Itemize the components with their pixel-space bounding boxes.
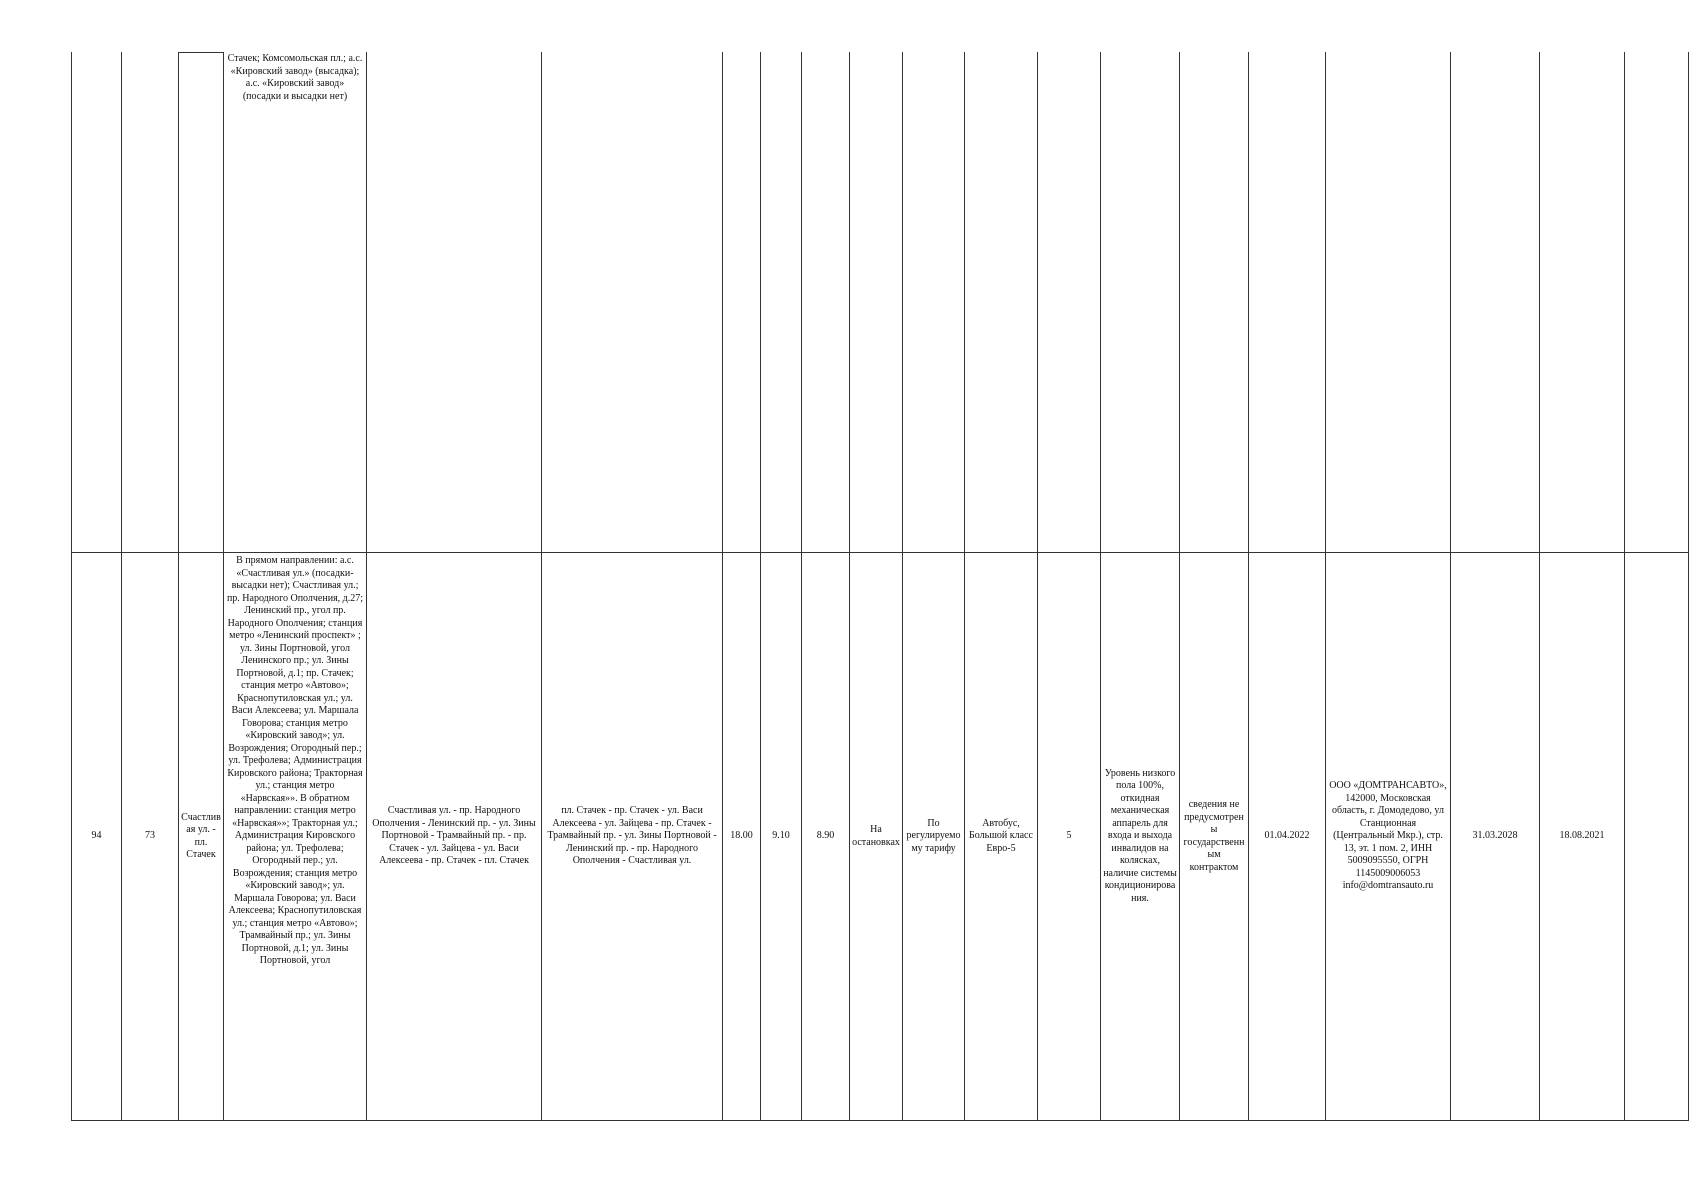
cell-end-date: 31.03.2028 — [1451, 553, 1540, 1121]
cell-length-backward — [802, 52, 850, 553]
cell-tariff — [903, 52, 965, 553]
cell-vehicle-count — [1038, 52, 1101, 553]
cell-start-date — [1249, 52, 1326, 553]
cell-characteristics: Уровень низкого пола 100%, откидная механическая аппарель для входа и выхода инвалидов на колясках, наличие системы кондиционирования. — [1101, 553, 1180, 1121]
cell-approval-date — [1540, 52, 1625, 553]
cell-characteristics — [1101, 52, 1180, 553]
cell-route-number — [122, 52, 179, 553]
cell-stops-continuation: Стачек; Комсомольская пл.; а.с. «Кировский завод» (высадка); а.с. «Кировский завод» (посадки и высадки нет) — [224, 52, 367, 553]
cell-vehicle — [965, 52, 1038, 553]
cell-end-date — [1451, 52, 1540, 553]
cell-notes — [1625, 52, 1689, 553]
cell-reg-number — [72, 52, 122, 553]
cell-boarding-order — [850, 52, 903, 553]
cell-length-total — [723, 52, 761, 553]
table-row — [72, 553, 1689, 1121]
cell-route-number: 73 — [122, 553, 179, 1121]
cell-contract-info: сведения не предусмотрены государственным контрактом — [1180, 553, 1249, 1121]
cell-vehicle: Автобус, Большой класс Евро-5 — [965, 553, 1038, 1121]
cell-route-name: Счастливая ул. - пл. Стачек — [179, 553, 224, 1121]
cell-streets-backward: пл. Стачек - пр. Стачек - ул. Васи Алексеева - ул. Зайцева - пр. Стачек - Трамвайный пр. - ул. Зины Портновой - Ленинский пр. - пр. Народного Ополчения - Счастливая ул. — [542, 553, 723, 1121]
cell-reg-number: 94 — [72, 553, 122, 1121]
cell-carrier: ООО «ДОМТРАНСАВТО», 142000, Московская область, г. Домодедово, ул Станционная (Центральный Мкр.), стр. 13, эт. 1 пом. 2, ИНН 5009095550, ОГРН 1145009006053 info@domtransauto.ru — [1326, 553, 1451, 1121]
cell-length-backward: 8.90 — [802, 553, 850, 1121]
table-row — [72, 52, 1689, 553]
cell-boarding-order: На остановках — [850, 553, 903, 1121]
cell-contract-info — [1180, 52, 1249, 553]
cell-length-forward: 9.10 — [761, 553, 802, 1121]
cell-streets-backward — [542, 52, 723, 553]
cell-route-name — [179, 52, 224, 553]
cell-notes — [1625, 553, 1689, 1121]
cell-length-forward — [761, 52, 802, 553]
cell-vehicle-count: 5 — [1038, 553, 1101, 1121]
route-register-table — [71, 52, 1689, 1121]
cell-streets-forward: Счастливая ул. - пр. Народного Ополчения - Ленинский пр. - ул. Зины Портновой - Трамвайный пр. - пр. Стачек - ул. Зайцева - ул. Васи Алексеева - пр. Стачек - пл. Стачек — [367, 553, 542, 1121]
cell-approval-date: 18.08.2021 — [1540, 553, 1625, 1121]
cell-start-date: 01.04.2022 — [1249, 553, 1326, 1121]
cell-streets-forward — [367, 52, 542, 553]
cell-tariff: По регулируемому тарифу — [903, 553, 965, 1121]
cell-length-total: 18.00 — [723, 553, 761, 1121]
cell-carrier — [1326, 52, 1451, 553]
cell-stops: В прямом направлении: а.с. «Счастливая ул.» (посадки-высадки нет); Счастливая ул.; пр. Народного Ополчения, д.27; Ленинский пр., угол пр. Народного Ополчения; станция метро «Ленинский проспект» ; ул. Зины Портновой, угол Ленинского пр.; ул. Зины Портновой, д.1; пр. Стачек; станция метро «Автово»; Краснопутиловская ул.; ул. Васи Алексеева; ул. Маршала Говорова; станция метро «Кировский завод»; ул. Возрождения; Огородный пер.; ул. Трефолева; Администрация Кировского района; Тракторная ул.; станция метро «Нарвская»». В обратном направлении: станция метро «Нарвская»»; Тракторная ул.; Администрация Кировского района; ул. Трефолева; Огородный пер.; ул. Возрождения; станция метро «Кировский завод»; ул. Маршала Говорова; ул. Васи Алексеева; Краснопутиловская ул.; станция метро «Автово»; Трамвайный пр.; ул. Зины Портновой, д.1; ул. Зины Портновой, угол — [224, 553, 367, 1121]
